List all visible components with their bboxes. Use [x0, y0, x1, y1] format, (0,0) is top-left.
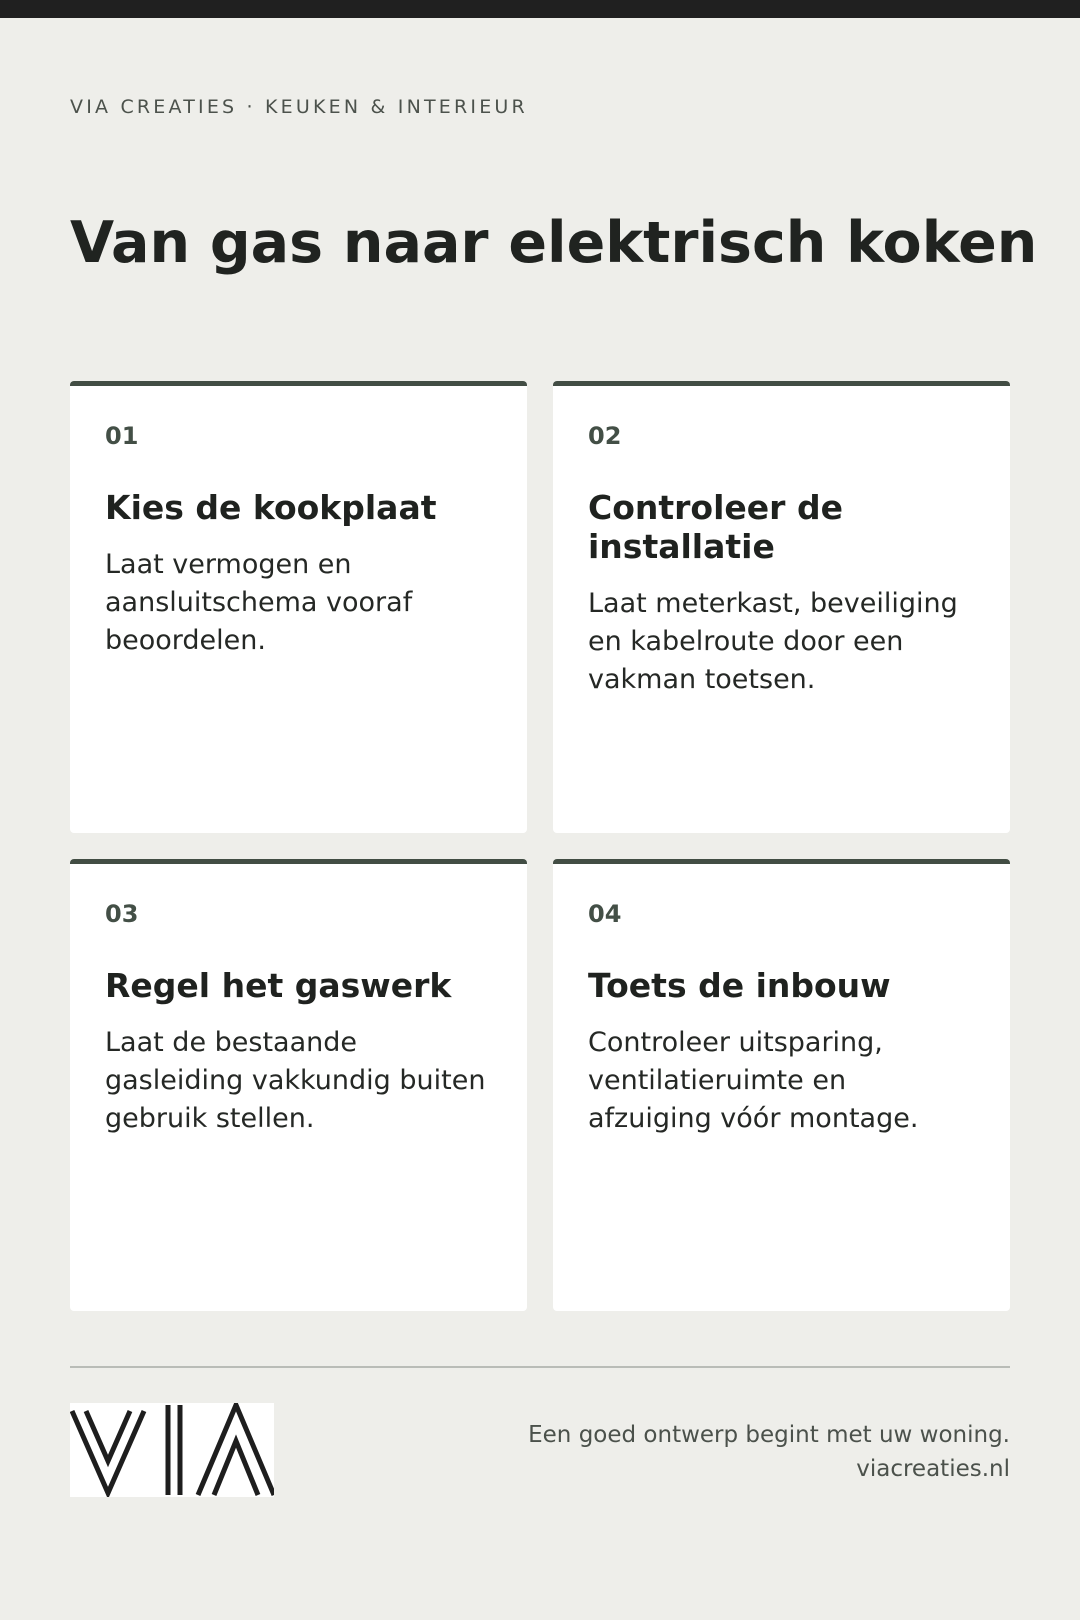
step-number: 01 [105, 422, 139, 450]
step-title: Regel het gaswerk [105, 966, 452, 1005]
via-logo [70, 1403, 274, 1497]
step-card-02 [553, 381, 1010, 833]
step-description: Controleer uitsparing, ventilatieruimte en afzuiging vóór montage. [588, 1027, 919, 1134]
page-title: Van gas naar elektrisch koken [70, 210, 1038, 276]
step-title: Controleer de installatie [588, 488, 843, 566]
step-card-01 [70, 381, 527, 833]
step-description: Laat de bestaande gasleiding vakkundig buiten gebruik stellen. [105, 1027, 486, 1134]
steps-grid [70, 381, 1010, 1311]
footer-divider [70, 1366, 1010, 1368]
step-number: 03 [105, 900, 139, 928]
step-card-03 [70, 859, 527, 1311]
step-number: 02 [588, 422, 622, 450]
step-card-04 [553, 859, 1010, 1311]
footer-tagline: Een goed ontwerp begint met uw woning. [528, 1422, 1010, 1448]
step-title: Toets de inbouw [588, 966, 891, 1005]
footer-website: viacreaties.nl [856, 1456, 1010, 1482]
step-title: Kies de kookplaat [105, 488, 437, 527]
step-description: Laat vermogen en aansluitschema vooraf beoordelen. [105, 549, 413, 656]
brand-eyebrow: VIA CREATIES · KEUKEN & INTERIEUR [70, 96, 528, 118]
step-description: Laat meterkast, beveiliging en kabelroute door een vakman toetsen. [588, 588, 958, 695]
top-bar [0, 0, 1080, 18]
footer-info [528, 1418, 1010, 1486]
step-number: 04 [588, 900, 622, 928]
